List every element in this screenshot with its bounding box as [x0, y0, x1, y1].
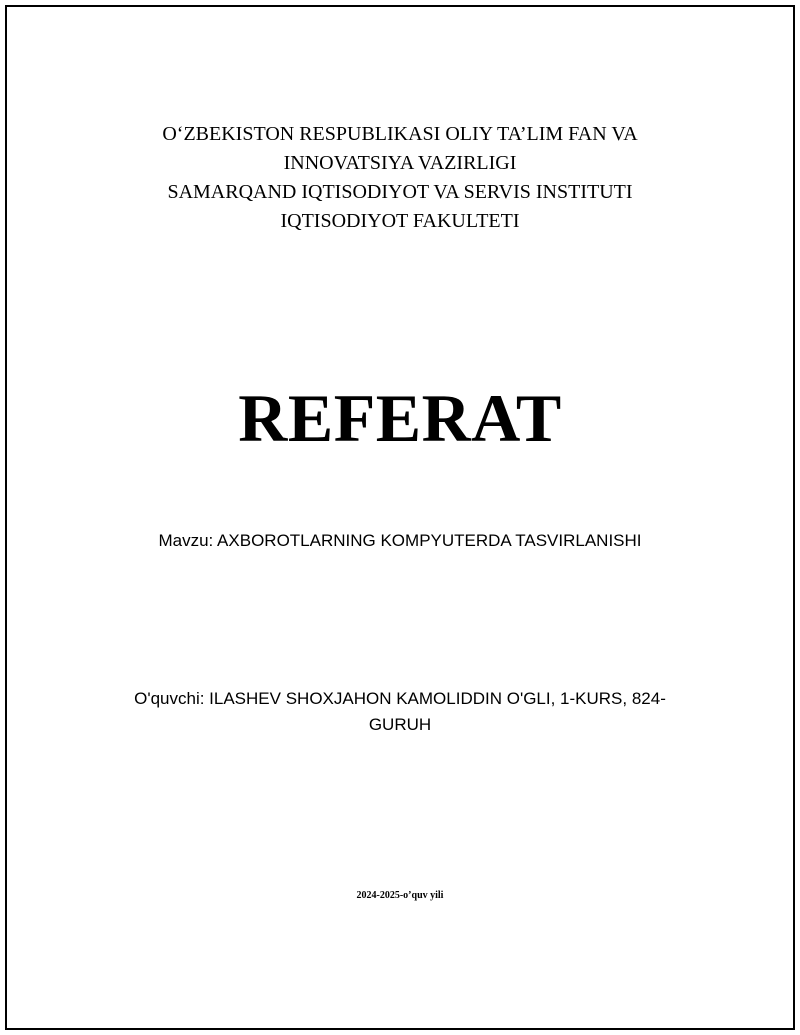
- institution-header: [0, 120, 800, 236]
- header-line-ministry: O‘ZBEKISTON RESPUBLIKASI OLIY TA’LIM FAN VA: [162, 123, 638, 145]
- student-info: O'quvchi: ILASHEV SHOXJAHON KAMOLIDDIN O'GLI, 1-KURS, 824-GURUH: [134, 689, 666, 734]
- header-line-ministry-cont: INNOVATSIYA VAZIRLIGI: [283, 152, 517, 174]
- header-line-faculty: IQTISODIYOT FAKULTETI: [280, 210, 520, 232]
- topic-line: Mavzu: AXBOROTLARNING KOMPYUTERDA TASVIRLANISHI: [158, 531, 642, 550]
- document-title: REFERAT: [238, 380, 562, 456]
- header-line-institute: SAMARQAND IQTISODIYOT VA SERVIS INSTITUTI: [167, 181, 633, 203]
- academic-year: 2024-2025-o’quv yili: [356, 890, 444, 901]
